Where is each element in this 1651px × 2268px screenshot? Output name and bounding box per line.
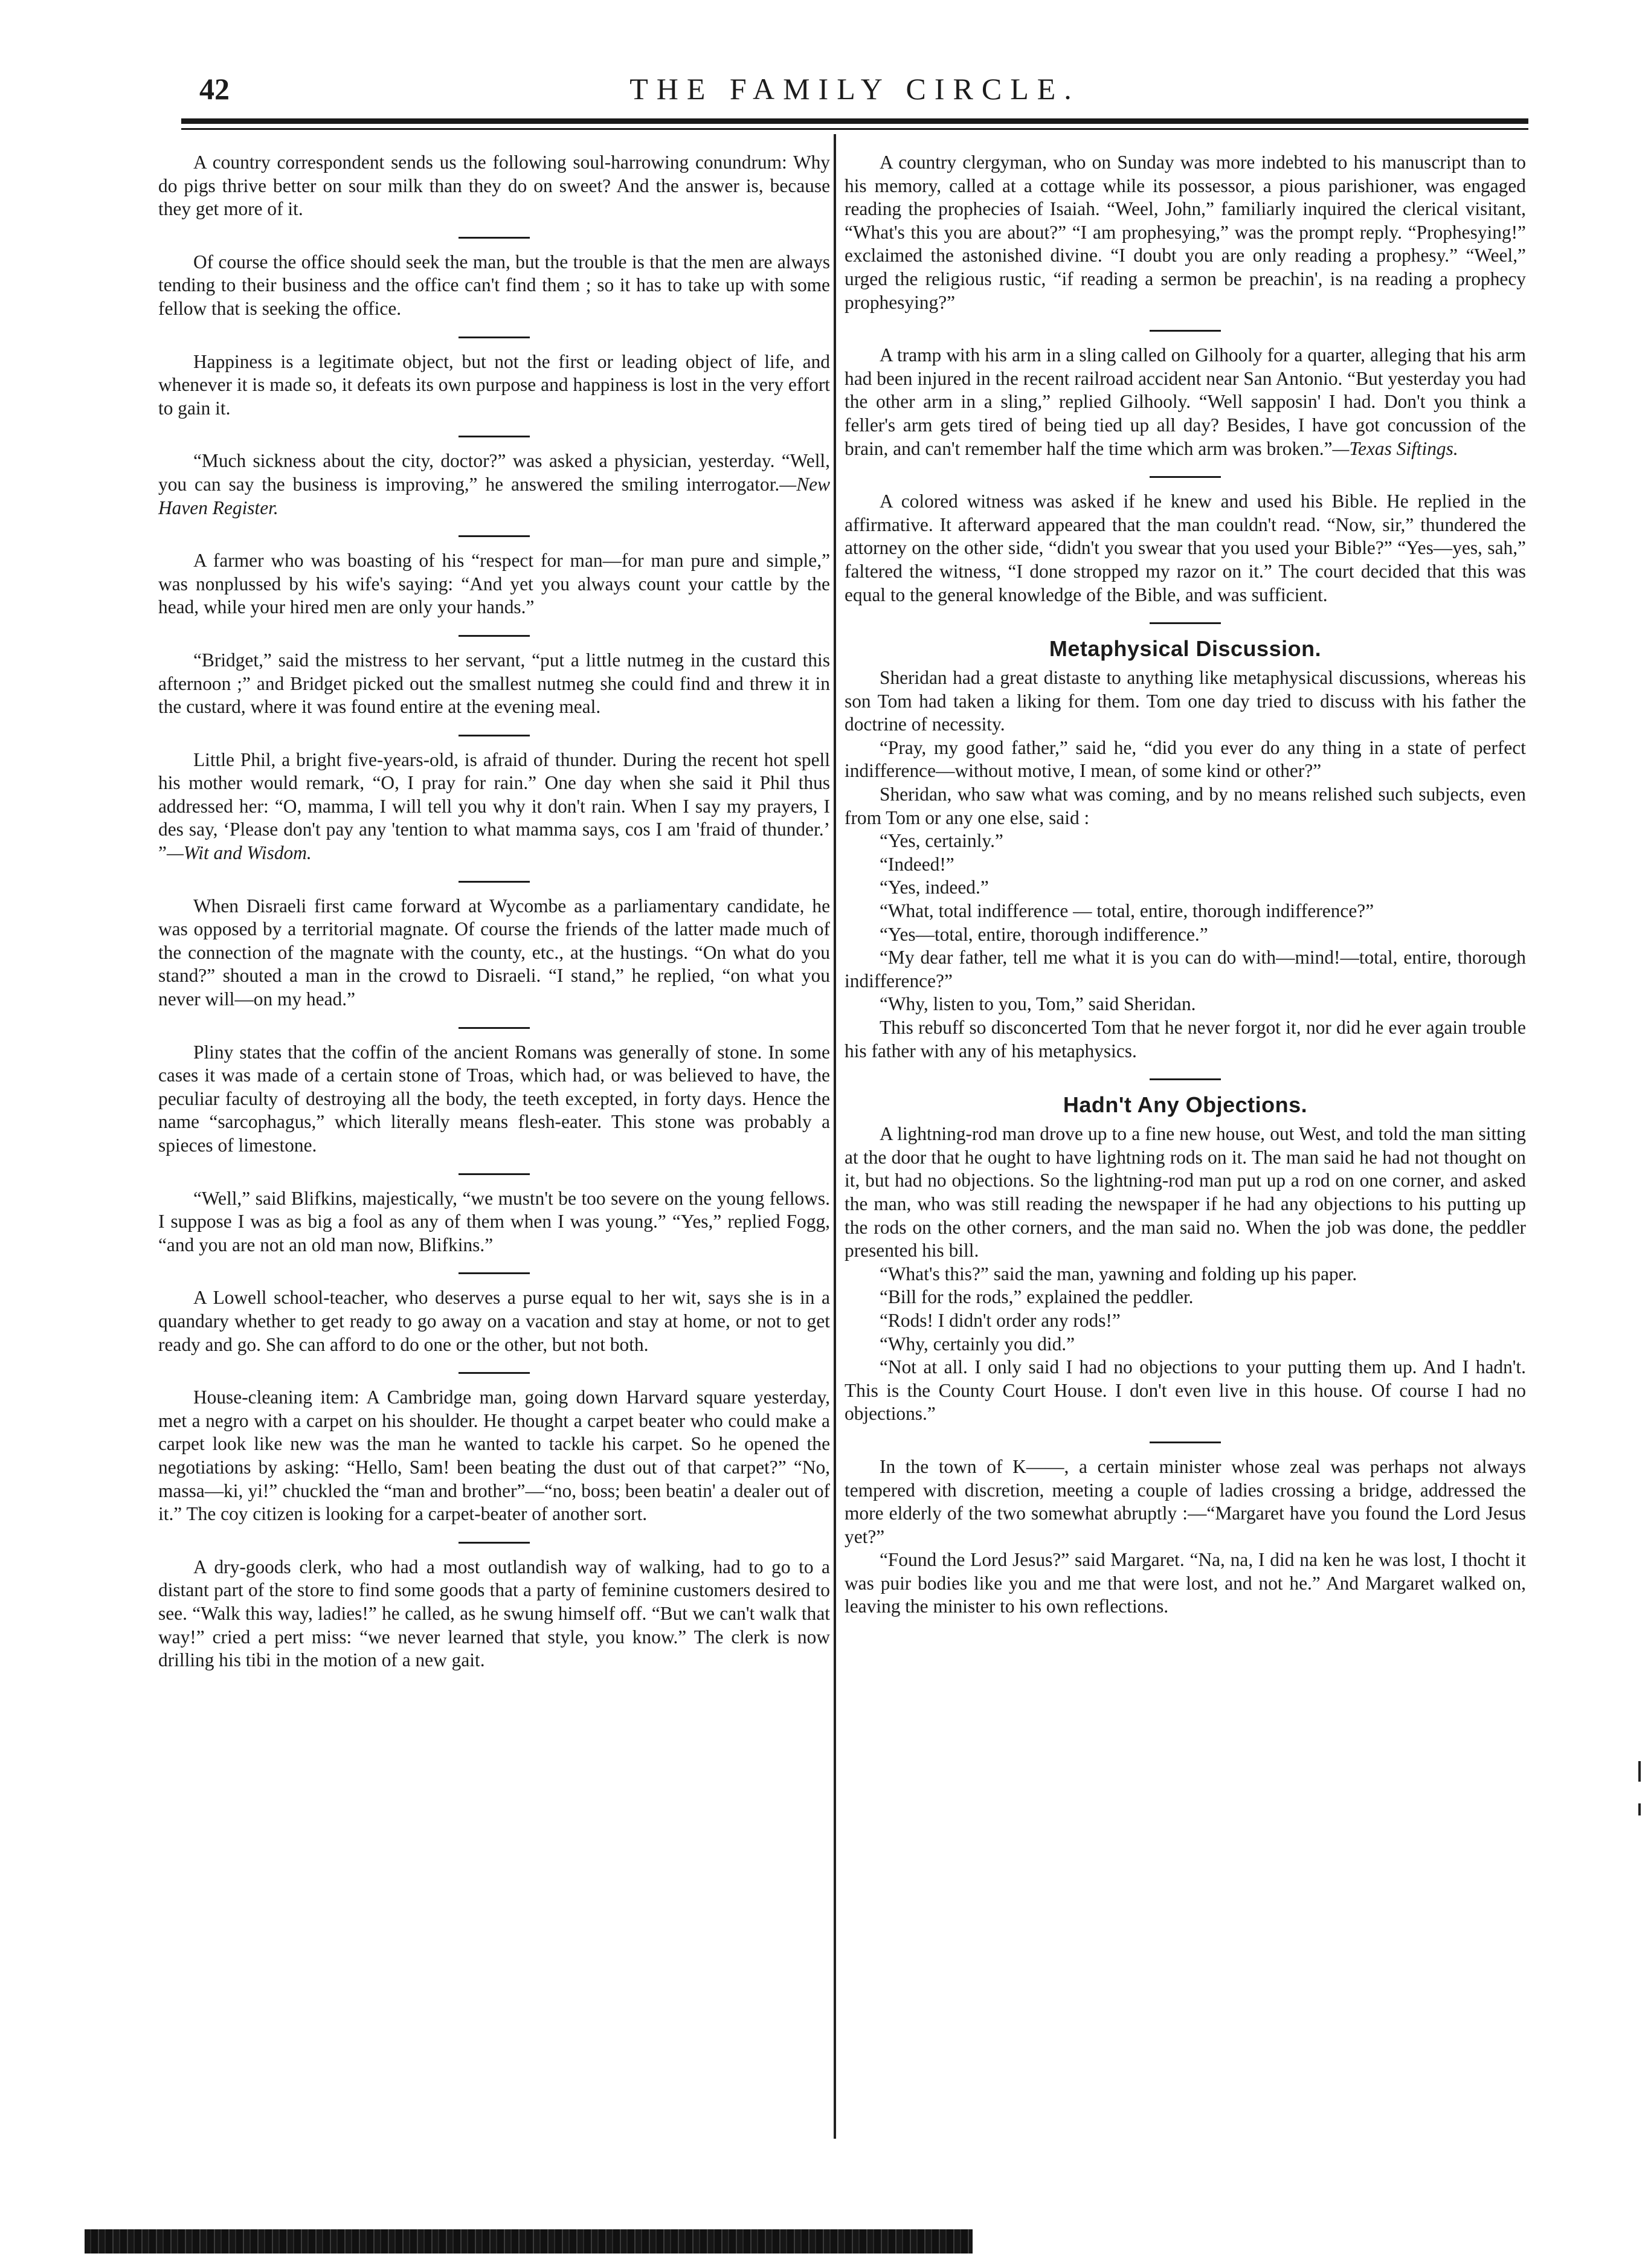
- article: [845, 490, 1526, 607]
- article: [158, 449, 830, 520]
- article-paragraph: [845, 1309, 1526, 1333]
- article-paragraph: [158, 350, 830, 420]
- paragraph-text: “What, total indifference — total, entire, thorough indifference?”: [880, 900, 1374, 922]
- article-paragraph: [158, 549, 830, 619]
- article-separator: [459, 535, 530, 537]
- paragraph-text: A lightning-rod man drove up to a fine new house, out West, and told the man sitting at the door that he ought to have lightning rods on it. The man said he had not thought on it, but had no objections. So the lightning-rod man put up a rod on one corner, and asked the man, who was still reading the newspaper if he had any objections to his putting up the rods on the other corners, and the man said no. When the job was done, the peddler presented his bill.: [845, 1123, 1526, 1261]
- article-heading: Metaphysical Discussion.: [1049, 636, 1322, 662]
- right-column: [845, 151, 1526, 1619]
- article: [158, 350, 830, 420]
- paragraph-text: “Well,” said Blifkins, majestically, “we mustn't be too severe on the young fellows. I suppose I was as big a fool as any of them when I was young.” “Yes,” replied Fogg, “and you are not an old man now, Blifkins.”: [158, 1187, 830, 1255]
- paragraph-text: “Yes, indeed.”: [880, 877, 989, 898]
- paragraph-text: A Lowell school-teacher, who deserves a purse equal to her wit, says she is in a quandary whether to get ready to go away on a vacation and stay at home, or not to get ready and go. She can afford to do one or the other, but not both.: [158, 1287, 830, 1355]
- article-paragraph: [845, 151, 1526, 314]
- article-separator: [459, 237, 530, 239]
- article-separator: [459, 1272, 530, 1274]
- article: [158, 1556, 830, 1672]
- article-separator: [459, 1372, 530, 1374]
- paragraph-text: “Pray, my good father,” said he, “did you ever do any thing in a state of perfect indifference—without motive, I mean, of some kind or other?”: [845, 736, 1526, 782]
- column-divider: [834, 134, 836, 2139]
- header-rule-thick: [181, 118, 1528, 124]
- paragraph-text: When Disraeli first came forward at Wycombe as a parliamentary candidate, he was opposed by a territorial magnate. Of course the friends of the latter made much of the connection of the magnate with the county, etc., at the hustings. “On what do you stand?” shouted a man in the crowd to Disraeli. “I stand,” he replied, “on what you never will—on my head.”: [158, 895, 830, 1010]
- paragraph-text: “Bill for the rods,” explained the peddler.: [880, 1286, 1194, 1308]
- article-paragraph: [845, 1263, 1526, 1286]
- article: [158, 1386, 830, 1526]
- article-paragraph: [845, 946, 1526, 993]
- article: [158, 251, 830, 321]
- article-paragraph: [158, 151, 830, 221]
- article-paragraph: [158, 1187, 830, 1257]
- article-separator: [459, 1542, 530, 1544]
- header-rule-thin: [181, 128, 1528, 130]
- paragraph-text: A dry-goods clerk, who had a most outlandish way of walking, had to go to a distant part of the store to find some goods that a party of feminine customers desired to see. “Walk this way, ladies!” he called, as he swung himself off. “But we can't walk that way!” cried a pert miss: “we never learned that style, you know.” The clerk is now drilling his tibi in the motion of a new gait.: [158, 1556, 830, 1671]
- article-paragraph: [845, 923, 1526, 947]
- article-paragraph: [845, 1286, 1526, 1309]
- paragraph-text: Sheridan, who saw what was coming, and by no means relished such subjects, even from Tom or any one else, said :: [845, 784, 1526, 828]
- article: [845, 151, 1526, 314]
- paragraph-text: “Why, certainly you did.”: [880, 1333, 1075, 1355]
- article-paragraph: [845, 783, 1526, 830]
- article-paragraph: [845, 1333, 1526, 1356]
- paragraph-text: Of course the office should seek the man, but the trouble is that the men are always tending to their business and the office can't find them ; so it has to take up with some fellow that is seeking the office.: [158, 251, 830, 319]
- article: [158, 1286, 830, 1356]
- paragraph-text: House-cleaning item: A Cambridge man, going down Harvard square yesterday, met a negro with a carpet on his shoulder. He thought a carpet beater who could make a carpet look like new was the man he wanted to tackle his carpet. So he opened the negotiations by asking: “Hello, Sam! been beating the dust out of that carpet?” “No, massa—ki, yi!” chuckled the “man and brother”—“no, boss; been beatin' a dealer out of it.” The coy citizen is looking for a carpet-beater of another sort.: [158, 1387, 830, 1525]
- article-paragraph: [158, 1041, 830, 1158]
- article: [158, 1041, 830, 1158]
- article-paragraph: [845, 1356, 1526, 1426]
- article-separator: [1150, 330, 1221, 332]
- article: [845, 1092, 1526, 1426]
- article-paragraph: [845, 900, 1526, 923]
- article-paragraph: [158, 649, 830, 719]
- bottom-scan-bar: [85, 2229, 973, 2254]
- article-separator: [459, 1173, 530, 1175]
- article-paragraph: [158, 449, 830, 520]
- paragraph-text: This rebuff so disconcerted Tom that he never forgot it, nor did he ever again trouble his father with any of his metaphysics.: [845, 1017, 1526, 1062]
- paragraph-text: Pliny states that the coffin of the ancient Romans was generally of stone. In some cases it was made of a certain stone of Troas, which had, or was believed to have, the peculiar faculty of destroying all the body, the teeth excepted, in forty days. Hence the name “sarcophagus,” which literally means flesh-eater. This stone was probably a spieces of limestone.: [158, 1041, 830, 1156]
- article-separator: [459, 635, 530, 637]
- paragraph-text: “Indeed!”: [880, 853, 954, 875]
- article-paragraph: [158, 749, 830, 865]
- article-separator: [1150, 1078, 1221, 1080]
- article-paragraph: [845, 344, 1526, 460]
- paragraph-text: A country correspondent sends us the following soul-harrowing conundrum: Why do pigs thrive better on sour milk than they do on sweet? And the answer is, because they get more of it.: [158, 152, 830, 220]
- paragraph-text: Happiness is a legitimate object, but not the first or leading object of life, and whenever it is made so, it defeats its own purpose and happiness is lost in the very effort to gain it.: [158, 350, 830, 419]
- article-paragraph: [158, 1556, 830, 1672]
- page-header: [181, 71, 1528, 114]
- article: [158, 649, 830, 719]
- paragraph-text: “Not at all. I only said I had no objections to your putting them up. And I hadn't. This is the County Court House. I don't even live in this house. Of course I had no objections.”: [845, 1356, 1526, 1425]
- article: [158, 1187, 830, 1257]
- source-attribution: —New Haven Register.: [158, 473, 830, 518]
- article-paragraph: [845, 490, 1526, 607]
- page-number: 42: [199, 72, 230, 106]
- article-paragraph: [845, 1016, 1526, 1063]
- article-paragraph: [158, 1286, 830, 1356]
- left-column: [158, 151, 830, 1672]
- paragraph-text: “What's this?” said the man, yawning and folding up his paper.: [880, 1263, 1357, 1284]
- article-separator: [459, 735, 530, 736]
- article-paragraph: [845, 1123, 1526, 1263]
- running-title: THE FAMILY CIRCLE.: [629, 72, 1080, 106]
- source-attribution: —Wit and Wisdom.: [166, 842, 312, 864]
- article: [845, 636, 1526, 1063]
- article-paragraph: [845, 1455, 1526, 1548]
- paragraph-text: A colored witness was asked if he knew and used his Bible. He replied in the affirmative. It afterward appeared that the man couldn't read. “Now, sir,” thundered the attorney on the other side, “didn't you swear that you used your Bible?” “Yes—yes, sah,” faltered the witness, “I done stropped my razor on it.” The court decided that this was equal to the general knowledge of the Bible, and was sufficient.: [845, 491, 1526, 605]
- source-attribution: —Texas Siftings.: [1332, 437, 1458, 459]
- article-paragraph: [845, 993, 1526, 1016]
- article-heading: Hadn't Any Objections.: [1063, 1092, 1308, 1118]
- article-paragraph: [158, 895, 830, 1011]
- paragraph-text: “Rods! I didn't order any rods!”: [880, 1309, 1121, 1331]
- paragraph-text: Little Phil, a bright five-years-old, is afraid of thunder. During the recent hot spell his mother would remark, “O, I pray for rain.” One day when she said it Phil thus addressed her: “O, mamma, I will tell you why it don't rain. When I say my prayers, I des say, ‘Please don't pay any 'tention to what mamma says, cos I am 'fraid of thunder.’ ”: [158, 749, 830, 864]
- article-separator: [1150, 476, 1221, 478]
- article-separator: [1150, 622, 1221, 624]
- article-paragraph: [845, 830, 1526, 853]
- margin-mark: [1638, 1761, 1641, 1782]
- paragraph-text: “Found the Lord Jesus?” said Margaret. “Na, na, I did na ken he was lost, I thocht it was puir bodies like you and me that were lost, and not he.” And Margaret walked on, leaving the minister to his own reflections.: [845, 1549, 1526, 1617]
- paragraph-text: “Yes—total, entire, thorough indifference.”: [880, 923, 1208, 945]
- article: [845, 344, 1526, 460]
- article-paragraph: [845, 853, 1526, 877]
- margin-mark: [1638, 1803, 1641, 1815]
- article-separator: [459, 881, 530, 883]
- paragraph-text: A farmer who was boasting of his “respect for man—for man pure and simple,” was nonplussed by his wife's saying: “And yet you always count your cattle by the head, while your hired men are only your hands.”: [158, 550, 830, 618]
- article-paragraph: [158, 1386, 830, 1526]
- paragraph-text: “My dear father, tell me what it is you can do with—mind!—total, entire, thorough indifference?”: [845, 947, 1526, 991]
- article-paragraph: [158, 251, 830, 321]
- paragraph-text: “Much sickness about the city, doctor?” was asked a physician, yesterday. “Well, you can say the business is improving,” he answered the smiling interrogator.: [158, 450, 830, 495]
- paragraph-text: “Bridget,” said the mistress to her servant, “put a little nutmeg in the custard this afternoon ;” and Bridget picked out the smallest nutmeg she could find and threw it in the custard, where it was found entire at the evening meal.: [158, 649, 830, 718]
- article: [158, 895, 830, 1011]
- article-paragraph: [845, 1548, 1526, 1619]
- paragraph-text: “Yes, certainly.”: [880, 830, 1003, 852]
- article-separator: [459, 337, 530, 338]
- paragraph-text: “Why, listen to you, Tom,” said Sheridan.: [880, 993, 1196, 1015]
- article: [158, 749, 830, 865]
- article-paragraph: [845, 666, 1526, 736]
- article: [845, 1455, 1526, 1619]
- paragraph-text: Sheridan had a great distaste to anything like metaphysical discussions, whereas his son Tom had taken a liking for them. Tom one day tried to discuss with his father the doctrine of necessity.: [845, 667, 1526, 735]
- paragraph-text: A tramp with his arm in a sling called on Gilhooly for a quarter, alleging that his arm had been injured in the recent railroad accident near San Antonio. “But yesterday you had the other arm in a sling,” replied Gilhooly. “Well sapposin' I had. Don't you think a feller's arm gets tired of being tied up all day? Besides, I have got concussion of the brain, and can't remember half the time which arm was broken.”: [845, 344, 1526, 459]
- paragraph-text: A country clergyman, who on Sunday was more indebted to his manuscript than to his memory, called at a cottage while its possessor, a pious parishioner, was engaged reading the prophecies of Isaiah. “Weel, John,” familiarly inquired the clerical visitant, “What's this you are about?” “I am prophesying,” was the prompt reply. “Prophesying!” exclaimed the astonished divine. “I doubt you are only reading a prophesy.” “Weel,” urged the religious rustic, “if reading a sermon be preachin', is na reading a prophecy prophesying?”: [845, 152, 1526, 313]
- article-paragraph: [845, 876, 1526, 900]
- article: [158, 549, 830, 619]
- paragraph-text: In the town of K——, a certain minister whose zeal was perhaps not always tempered with discretion, meeting a couple of ladies crossing a bridge, addressed the more elderly of the two somewhat abruptly :—“Margaret have you found the Lord Jesus yet?”: [845, 1455, 1526, 1547]
- article: [158, 151, 830, 221]
- article-separator: [459, 436, 530, 437]
- article-separator: [1150, 1442, 1221, 1443]
- article-separator: [459, 1027, 530, 1029]
- article-paragraph: [845, 736, 1526, 783]
